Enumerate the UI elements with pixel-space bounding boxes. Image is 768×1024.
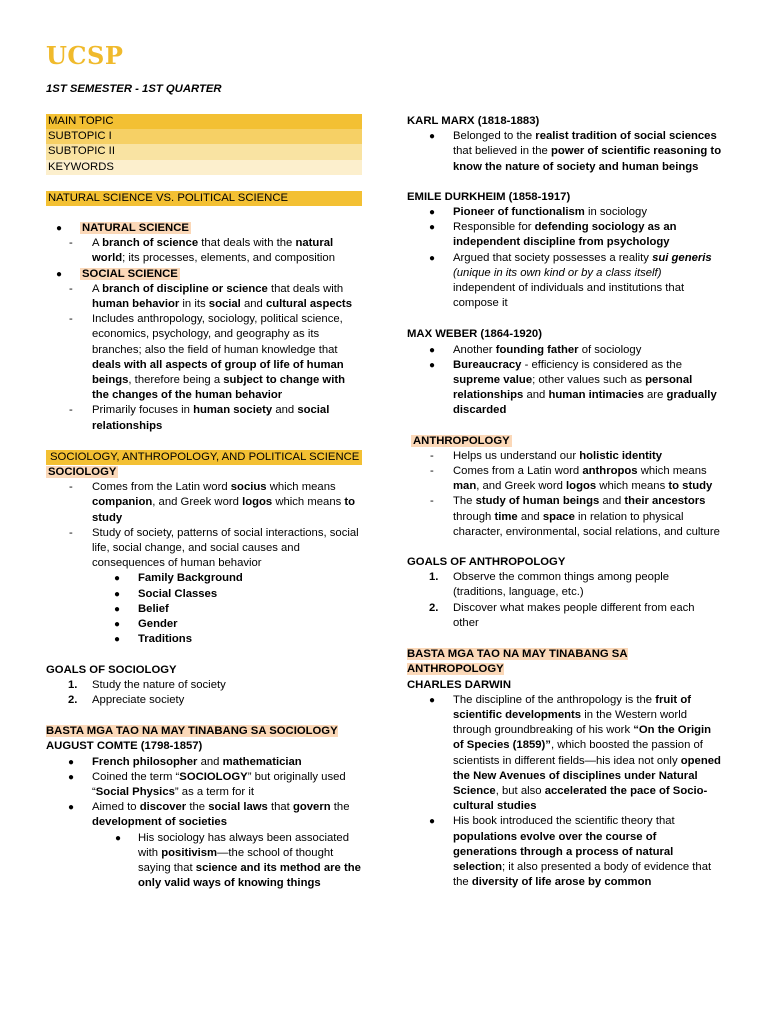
comte-point: ● Aimed to discover the social laws that govern the development of societies bbox=[46, 800, 362, 830]
anthropology-label: ANTHROPOLOGY bbox=[413, 434, 510, 447]
marx-heading: KARL MARX (1818-1883) bbox=[407, 115, 540, 127]
goal-item: 1. Study the nature of society bbox=[68, 678, 226, 691]
comte-subpoint: ● His sociology has always been associated with positivism—the school of thought saying that science and its method are the only valid ways of knowing things bbox=[46, 831, 362, 892]
comte-point: ● French philosopher and mathematician bbox=[46, 755, 362, 770]
right-column bbox=[407, 114, 723, 890]
sociology-item: ● Social Classes bbox=[46, 587, 362, 602]
sociology-item: ● Belief bbox=[46, 602, 362, 617]
sociology-item: ● Family Background bbox=[46, 571, 362, 586]
darwin-point: ● His book introduced the scientific theory that populations evolve over the course of generations through a process of natural selection; it also presented a body of evidence that the diversity of life arose by common bbox=[407, 814, 723, 890]
durkheim-point: ● Pioneer of functionalism in sociology bbox=[407, 205, 723, 220]
document-subtitle: 1ST SEMESTER - 1ST QUARTER bbox=[46, 83, 222, 95]
social-science-definition: - A branch of discipline or science that deals with human behavior in its social and cultural aspects bbox=[46, 282, 362, 312]
goals-sociology-heading: GOALS OF SOCIOLOGY bbox=[46, 663, 177, 676]
weber-heading: MAX WEBER (1864-1920) bbox=[407, 328, 542, 341]
sociology-item: ● Gender bbox=[46, 617, 362, 632]
durkheim-point: ● Responsible for defending sociology as an independent discipline from psychology bbox=[407, 220, 723, 250]
social-science-focus: - Primarily focuses in human society and social relationships bbox=[46, 403, 362, 433]
legend-main-topic: MAIN TOPIC bbox=[46, 114, 362, 129]
sociology-study: - Study of society, patterns of social interactions, social life, social change, and social causes and consequences of human behavior bbox=[46, 526, 362, 572]
goal-item: 2. Appreciate society bbox=[68, 693, 185, 706]
natural-science-item bbox=[34, 221, 362, 236]
comte-point: ● Coined the term “SOCIOLOGY” but originally used “Social Physics” as a term for it bbox=[46, 770, 362, 800]
goal-item: 2. Discover what makes people different from each other bbox=[429, 601, 695, 629]
social-science-label: SOCIAL SCIENCE bbox=[82, 267, 178, 280]
social-science-item bbox=[34, 267, 362, 282]
natural-science-definition: - A branch of science that deals with the natural world; its processes, elements, and composition bbox=[46, 236, 362, 266]
marx-point: ● Belonged to the realist tradition of social sciences that believed in the power of scientific reasoning to know the nature of society and human beings bbox=[407, 129, 723, 175]
social-science-branches: - Includes anthropology, sociology, political science, economics, psychology, and geography as its branches; also the field of human knowledge that deals with all aspects of group of life of human beings, therefore being a subject to change with the changes of the human behavior bbox=[46, 312, 362, 403]
basta-sociology-heading: BASTA MGA TAO NA MAY TINABANG SA SOCIOLOGY bbox=[46, 725, 338, 738]
durkheim-heading: EMILE DURKHEIM (1858-1917) bbox=[407, 190, 571, 203]
darwin-point: ● The discipline of the anthropology is the fruit of scientific developments in the Western world through groundbreaking of his work “On the Origin of Species (1859)”, which boosted the passion of scientists in different fields—his idea not only opened the New Avenues of disciplines under Natural Science, but also accelerated the pace of Socio-cultural studies bbox=[407, 693, 723, 815]
sociology-label: SOCIOLOGY bbox=[48, 466, 117, 479]
main-topic-natural-vs-political: NATURAL SCIENCE VS. POLITICAL SCIENCE bbox=[46, 191, 362, 206]
color-legend bbox=[46, 114, 362, 175]
document-title: UCSP bbox=[46, 41, 124, 70]
sociology-item: ● Traditions bbox=[46, 632, 362, 647]
legend-subtopic-2: SUBTOPIC II bbox=[46, 144, 362, 159]
sociology-etymology: - Comes from the Latin word socius which means companion, and Greek word logos which means to study bbox=[46, 480, 362, 526]
weber-point: ● Another founding father of sociology bbox=[407, 343, 723, 358]
weber-point: ● Bureaucracy - efficiency is considered as the supreme value; other values such as personal relationships and human intimacies are gradually discarded bbox=[407, 358, 723, 419]
natural-science-label: NATURAL SCIENCE bbox=[82, 222, 189, 235]
durkheim-point: ● Argued that society possesses a reality sui generis (unique in its own kind or by a class itself) independent of individuals and institutions that compose it bbox=[407, 251, 723, 312]
goal-item: 1. Observe the common things among people (traditions, language, etc.) bbox=[429, 571, 670, 599]
anthropology-point: - The study of human beings and their ancestors through time and space in relation to physical character, environmental, social relations, and culture bbox=[407, 494, 723, 540]
main-topic-sociology-anthropology: SOCIOLOGY, ANTHROPOLOGY, AND POLITICAL SCIENCE bbox=[46, 450, 362, 465]
darwin-heading: CHARLES DARWIN bbox=[407, 678, 511, 691]
legend-subtopic-1: SUBTOPIC I bbox=[46, 129, 362, 144]
goals-anthropology-heading: GOALS OF ANTHROPOLOGY bbox=[407, 556, 566, 569]
legend-keywords: KEYWORDS bbox=[46, 160, 362, 175]
anthropology-point: - Helps us understand our holistic identity bbox=[407, 449, 723, 464]
anthropology-point: - Comes from a Latin word anthropos which means man, and Greek word logos which means to study bbox=[407, 464, 723, 494]
basta-anthropology-heading: BASTA MGA TAO NA MAY TINABANG SA ANTHROPOLOGY bbox=[407, 648, 628, 676]
left-column bbox=[46, 114, 362, 891]
comte-heading: AUGUST COMTE (1798-1857) bbox=[46, 740, 203, 753]
